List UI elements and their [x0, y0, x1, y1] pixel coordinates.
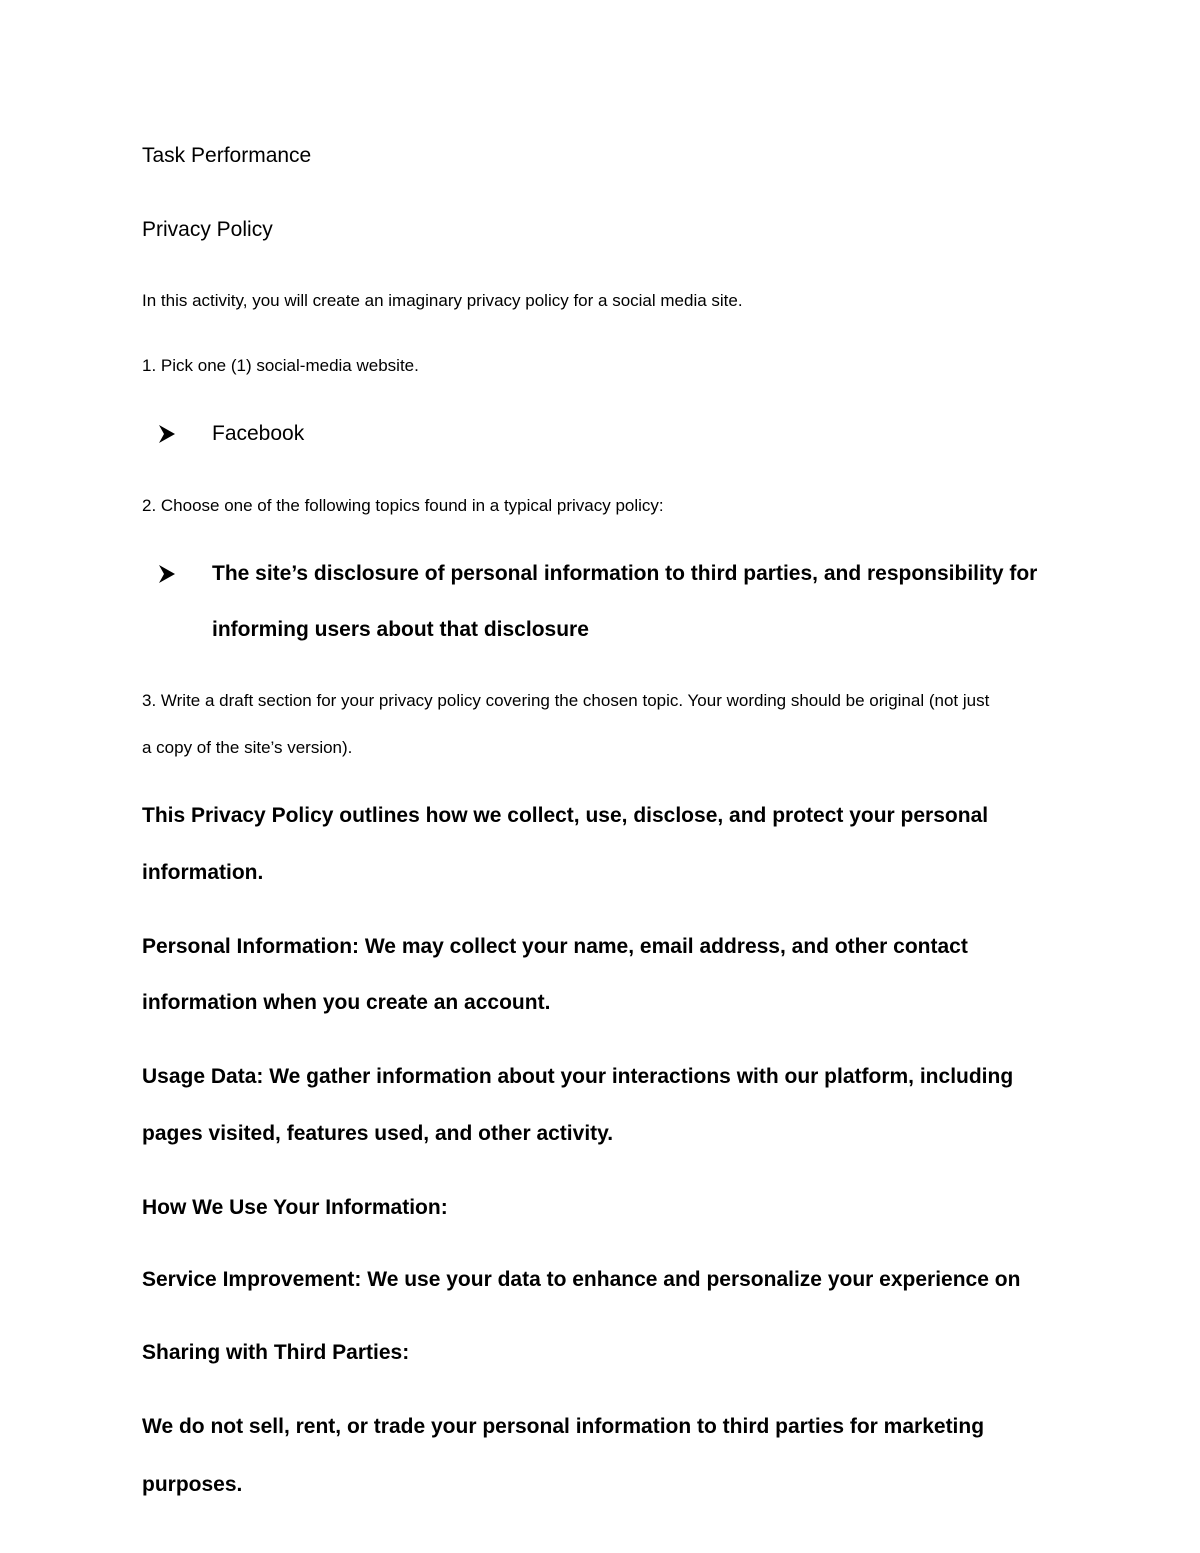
policy-intro-line-2: information.	[142, 861, 264, 884]
step-3-text-line-1: 3. Write a draft section for your privacy policy covering the chosen topic. Your wording should be original (not just	[142, 691, 990, 710]
personal-info-line-1: Personal Information: We may collect your name, email address, and other contact	[142, 935, 968, 958]
how-we-use-heading: How We Use Your Information:	[142, 1196, 448, 1219]
service-improvement-text: Service Improvement: We use your data to enhance and personalize your experience on	[142, 1268, 1021, 1291]
step-2-answer-line-2: informing users about that disclosure	[212, 618, 589, 641]
step-1-answer: Facebook	[212, 422, 305, 445]
step-2-answer-line-1: The site’s disclosure of personal information to third parties, and responsibility for	[212, 562, 1038, 585]
sharing-heading: Sharing with Third Parties:	[142, 1341, 410, 1364]
usage-data-line-2: pages visited, features used, and other activity.	[142, 1122, 614, 1145]
step-2-text: 2. Choose one of the following topics found in a typical privacy policy:	[142, 496, 664, 515]
document-heading: Task Performance	[142, 144, 312, 167]
personal-info-line-2: information when you create an account.	[142, 991, 551, 1014]
document-subheading: Privacy Policy	[142, 218, 273, 241]
usage-data-line-1: Usage Data: We gather information about your interactions with our platform, including	[142, 1065, 1014, 1088]
no-sell-line-2: purposes.	[142, 1473, 243, 1496]
policy-intro-line-1: This Privacy Policy outlines how we collect, use, disclose, and protect your personal	[142, 804, 989, 827]
step-3-text-line-2: a copy of the site’s version).	[142, 738, 353, 757]
intro-text: In this activity, you will create an imaginary privacy policy for a social media site.	[142, 291, 743, 310]
arrow-bullet-icon	[158, 564, 176, 584]
no-sell-line-1: We do not sell, rent, or trade your personal information to third parties for marketing	[142, 1415, 985, 1438]
arrow-bullet-icon	[158, 424, 176, 444]
step-1-text: 1. Pick one (1) social-media website.	[142, 356, 419, 375]
